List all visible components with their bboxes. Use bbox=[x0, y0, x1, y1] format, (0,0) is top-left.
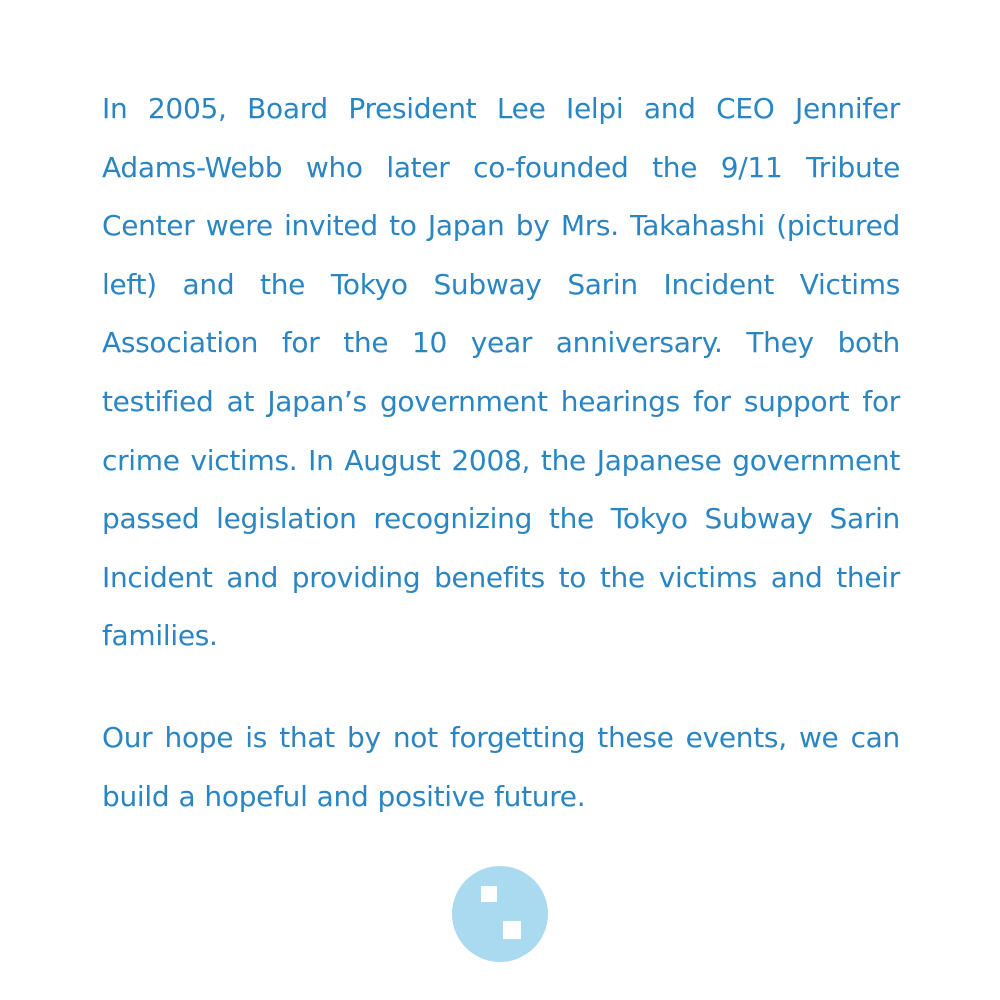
paragraph-history: In 2005, Board President Lee Ielpi and CEO Jennifer Adams-Webb who later co-founded the 9/11 Tribute Center were invited to Japan by Mrs. Takahashi (pictured left) and the Tokyo Subway Sarin Incident Victims Association for the 10 year anniversary. They both testified at Japan’s government hearings for support for crime victims. In August 2008, the Japanese government passed legislation recognizing the Tokyo Subway Sarin Incident and providing benefits to the victims and their families. bbox=[102, 92, 900, 653]
logo-icon bbox=[452, 866, 548, 962]
text-content bbox=[102, 80, 900, 826]
paragraph-hope: Our hope is that by not forgetting these events, we can build a hopeful and positive future. bbox=[102, 720, 900, 813]
